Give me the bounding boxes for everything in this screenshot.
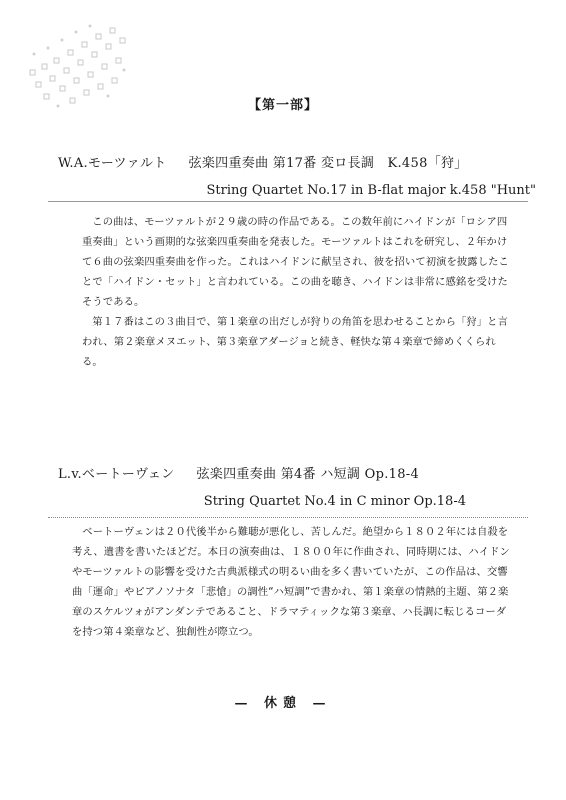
paragraph: この曲は、モーツァルトが２９歳の時の作品である。この数年前にハイドンが「ロシア四重奏曲」という画期的な弦楽四重奏曲を発表した。モーツァルトはこれを研究し、２年かけて６曲の弦楽四重奏曲を作った。これはハイドンに献呈され、彼を招いて初演を披露したことで「ハイドン・セット」と言われている。この曲を聴き、ハイドンは非常に感銘を受けたそうである。 — [82, 216, 509, 308]
program-note-beethoven — [72, 522, 516, 642]
paragraph: ベートーヴェンは２０代後半から難聴が悪化し、苦しんだ。絶望から１８０２年には自殺を考え、遺書を書いたほどだ。本日の演奏曲は、１８００年に作曲され、同時期には、ハイドンやモーツァルトの影響を受けた古典派様式の明るい曲を多く書いていたが、この作品は、交響曲「運命」やピアノソナタ「悲愴」の調性“ハ短調”で書かれ、第１楽章の情熱的主題、第２楽章のスケルツォがアンダンテであること、ドラマティックな第３楽章、ハ長調に転じるコーダを持つ第４楽章など、独創性が際立つ。 — [72, 526, 510, 638]
part-title: 【第一部】 — [247, 98, 318, 113]
paragraph: 第１７番はこの３曲目で、第１楽章の出だしが狩りの角笛を思わせることから「狩」と言われ、第２楽章メヌエット、第３楽章アダージョと続き、軽快な第４楽章で締めくくられる。 — [82, 316, 508, 368]
piece-title-jp — [58, 152, 536, 171]
program-note-mozart — [82, 212, 516, 372]
work-title-en: String Quartet No.4 in C minor Op.18-4 — [203, 494, 466, 509]
divider-line — [48, 517, 528, 518]
work-title-jp: 弦楽四重奏曲 第17番 変ロ長調 K.458「狩」 — [188, 156, 468, 171]
piece-title-jp — [58, 463, 536, 482]
intermission-label: — 休憩 — — [234, 696, 332, 711]
divider-line — [48, 201, 528, 202]
work-title-en: String Quartet No.17 in B-flat major k.458 "Hunt" — [206, 183, 536, 198]
work-title-jp: 弦楽四重奏曲 第4番 ハ短調 Op.18-4 — [196, 467, 420, 482]
piece-heading-beethoven — [58, 463, 536, 509]
composer-name: L.v.ベートーヴェン — [58, 467, 175, 482]
composer-name: W.A.モーツァルト — [58, 156, 167, 171]
piece-heading-mozart — [58, 152, 536, 198]
